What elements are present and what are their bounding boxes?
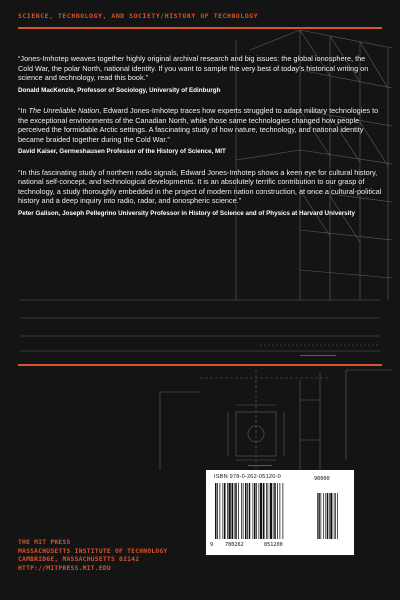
- endorsement: [18, 106, 382, 157]
- book-title: The Unreliable Nation: [28, 105, 100, 115]
- endorsement-quote: “Jones-Imhotep weaves together highly original archival research and big issues: the global ionosphere, the Cold War, the polar North, national identity. If you want to sample the very best of today’s historical writing on science and technology, read this book.”: [18, 54, 369, 83]
- top-divider: [18, 27, 382, 29]
- publisher-address: CAMBRIDGE, MASSACHUSETTS 02142: [18, 556, 140, 564]
- subject-category: SCIENCE, TECHNOLOGY, AND SOCIETY/HISTORY OF TECHNOLOGY: [18, 12, 259, 20]
- barcode-label: [206, 470, 354, 555]
- isbn-text: ISBN 978-0-262-05120-0: [214, 474, 281, 480]
- barcode-left-digits: 780262: [225, 542, 244, 548]
- endorsement-quote: “In this fascinating study of northern radio signals, Edward Jones-Imhotep shows a keen eye for cultural history, national self-concept, and technological developments. It is an absolutely terrific contribution to our grasp of technology, a study thoroughly embedded in the project of modern nation construction, at once a cultural-political history and a deep inquiry into radio, radar, and ionospheric science.”: [18, 167, 382, 206]
- endorsement: [18, 54, 382, 95]
- barcode-right-digits: 051200: [264, 542, 283, 548]
- publisher-info: [18, 539, 168, 573]
- barcode-image: [213, 483, 347, 539]
- endorsement-attribution: Peter Galison, Joseph Pellegrino University Professor in History of Science and of Physics at Harvard University: [18, 209, 355, 217]
- barcode-lead-digit: 9: [210, 542, 214, 548]
- publisher-name: THE MIT PRESS: [18, 539, 71, 546]
- publisher-institution: MASSACHUSETTS INSTITUTE OF TECHNOLOGY: [18, 547, 168, 555]
- barcode-addon-digits: 90000: [314, 476, 330, 482]
- publisher-url: HTTP://MITPRESS.MIT.EDU: [18, 564, 111, 572]
- endorsement-attribution: Donald MacKenzie, Professor of Sociology, University of Edinburgh: [18, 86, 221, 94]
- quote-body: , Edward Jones-Imhotep traces how experts struggled to adapt military technologies to the exceptional environments of the Canadian North, while those same technologies changed how people perceived the formidable Arctic settings. A fascinating study of how nature, technology, and national identity became braided together during the Cold War.”: [18, 105, 379, 144]
- bottom-divider: [18, 364, 382, 366]
- endorsement-attribution: David Kaiser, Germeshausen Professor of the History of Science, MIT: [18, 148, 226, 156]
- endorsement-quote: [18, 106, 382, 144]
- quote-opening: “In: [18, 105, 29, 115]
- endorsement: [18, 168, 382, 219]
- endorsements: [18, 54, 382, 229]
